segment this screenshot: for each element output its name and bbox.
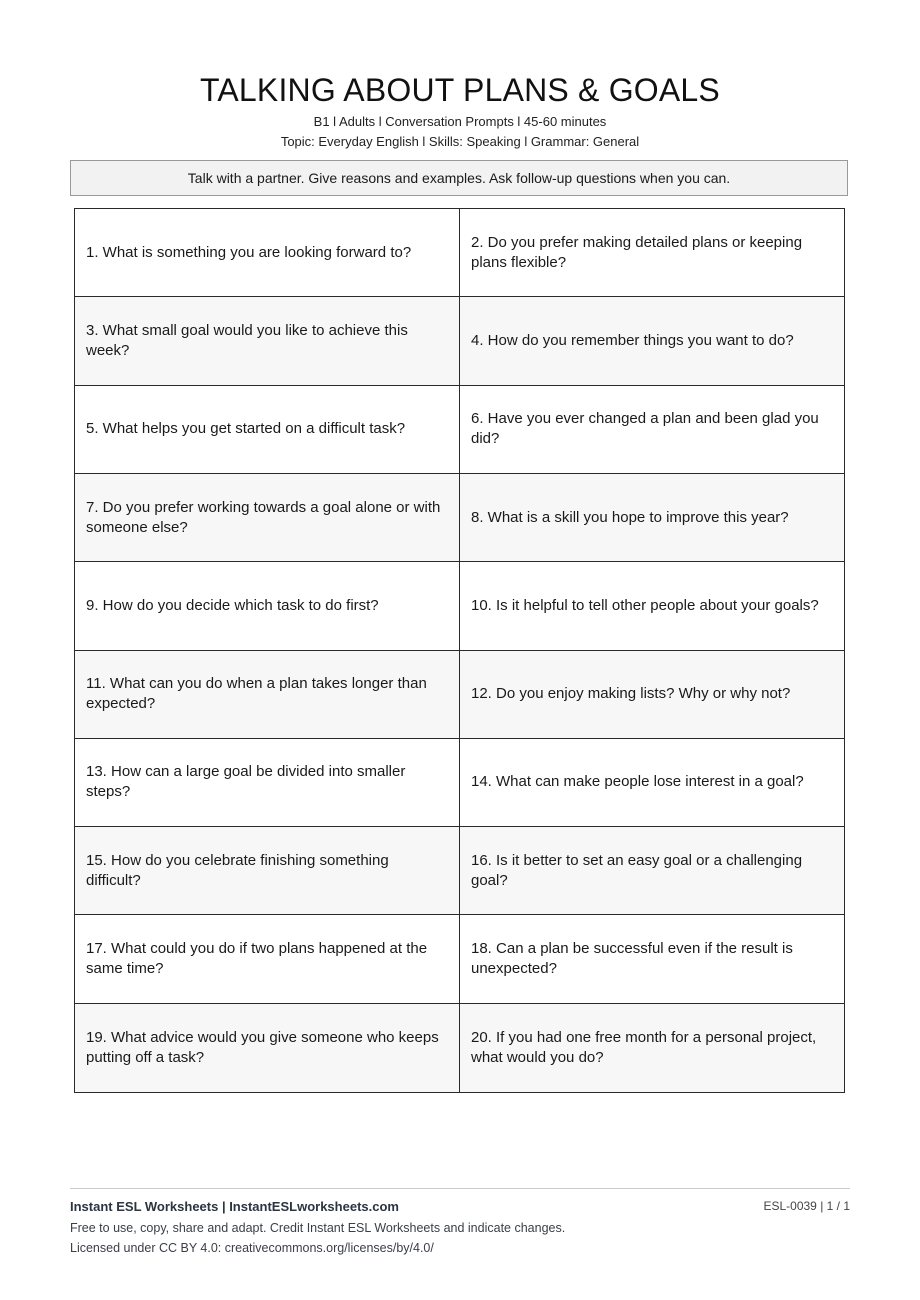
question-cell: 5. What helps you get started on a difficult task? <box>75 386 460 474</box>
level-meta: B1 l Adults l Conversation Prompts l 45-60 minutes <box>313 114 607 129</box>
footer-brand: Instant ESL Worksheets | InstantESLworksheets.com <box>70 1199 399 1214</box>
question-cell: 14. What can make people lose interest in a goal? <box>460 739 844 827</box>
question-cell: 7. Do you prefer working towards a goal alone or with someone else? <box>75 474 460 562</box>
question-cell: 12. Do you enjoy making lists? Why or why not? <box>460 651 844 739</box>
question-cell: 15. How do you celebrate finishing something difficult? <box>75 827 460 915</box>
instructions-box: Talk with a partner. Give reasons and examples. Ask follow-up questions when you can. <box>70 160 848 196</box>
license-notice: Free to use, copy, share and adapt. Credit Instant ESL Worksheets and indicate changes. <box>70 1221 566 1235</box>
license-link-text: Licensed under CC BY 4.0: creativecommons.org/licenses/by/4.0/ <box>70 1241 434 1255</box>
question-cell: 20. If you had one free month for a personal project, what would you do? <box>460 1004 844 1092</box>
question-cell: 13. How can a large goal be divided into smaller steps? <box>75 739 460 827</box>
question-cell: 8. What is a skill you hope to improve this year? <box>460 474 844 562</box>
question-cell: 16. Is it better to set an easy goal or a challenging goal? <box>460 827 844 915</box>
question-cell: 10. Is it helpful to tell other people about your goals? <box>460 562 844 650</box>
question-cell: 11. What can you do when a plan takes longer than expected? <box>75 651 460 739</box>
question-cell: 4. How do you remember things you want to do? <box>460 297 844 385</box>
question-cell: 9. How do you decide which task to do first? <box>75 562 460 650</box>
worksheet-header <box>0 70 920 150</box>
question-cell: 1. What is something you are looking forward to? <box>75 209 460 297</box>
topic-meta: Topic: Everyday English l Skills: Speaking l Grammar: General <box>280 134 640 149</box>
page-footer <box>70 1188 850 1255</box>
question-grid <box>74 208 845 1093</box>
document-id: ESL-0039 | 1 / 1 <box>763 1199 850 1213</box>
question-cell: 18. Can a plan be successful even if the result is unexpected? <box>460 915 844 1003</box>
question-cell: 2. Do you prefer making detailed plans or keeping plans flexible? <box>460 209 844 297</box>
question-cell: 19. What advice would you give someone who keeps putting off a task? <box>75 1004 460 1092</box>
question-cell: 6. Have you ever changed a plan and been glad you did? <box>460 386 844 474</box>
worksheet-title: TALKING ABOUT PLANS & GOALS <box>200 72 720 108</box>
question-cell: 17. What could you do if two plans happened at the same time? <box>75 915 460 1003</box>
question-cell: 3. What small goal would you like to achieve this week? <box>75 297 460 385</box>
